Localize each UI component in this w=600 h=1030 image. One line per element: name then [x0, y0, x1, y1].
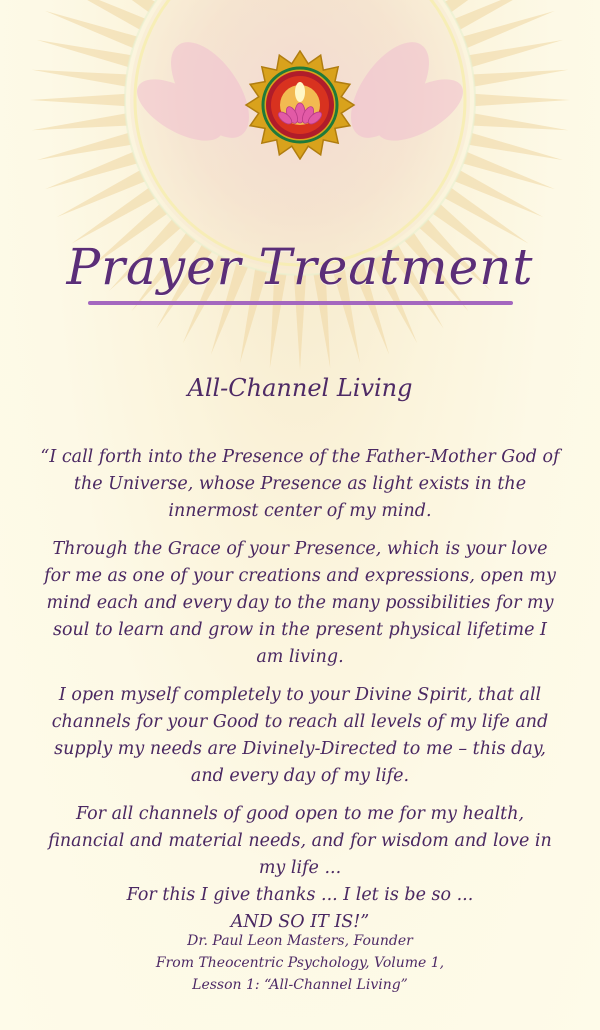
sunburst-ray [71, 188, 155, 244]
sunburst-ray [37, 133, 131, 160]
sunburst-ray [445, 188, 529, 244]
prayer-closing-line: AND SO IT IS!” [230, 912, 370, 932]
attribution-source: From Theocentric Psychology, Volume 1, [155, 955, 445, 971]
lotus-flame-icon [228, 50, 372, 160]
title-underline [88, 301, 513, 305]
prayer-paragraph-1: “I call forth into the Presence of the Father-Mother God of the Universe, whose Presence as light exists in the innermost center of my mind. [40, 447, 560, 521]
sunburst-ray [30, 94, 125, 106]
prayer-paragraph-2: Through the Grace of your Presence, which is your love for me as one of your creations and expressions, open my mind each and every day to the many possibilities for my soul to learn and grow in the present physical lifetime I am living. [44, 539, 556, 667]
sunburst-ray [473, 113, 568, 130]
prayer-body [40, 444, 560, 947]
sunburst-ray [473, 70, 568, 87]
prayer-paragraph-4 [40, 801, 560, 936]
prayer-paragraph-4-text: For all channels of good open to me for my health, financial and material needs, and for wisdom and love in my life ... [48, 804, 552, 878]
sunburst-ray [37, 40, 131, 67]
attribution [0, 930, 600, 996]
sunburst-ray [57, 0, 145, 30]
prayer-subtitle: All-Channel Living [187, 374, 413, 402]
sunburst-ray [455, 0, 543, 30]
attribution-lesson: Lesson 1: “All-Channel Living” [192, 977, 408, 993]
sunburst-ray [469, 40, 563, 67]
sunburst-ray [469, 133, 563, 160]
prayer-paragraph-3: I open myself completely to your Divine Spirit, that all channels for your Good to reach all levels of my life and supply my needs are Divinely-Directed to me – this day, and every day of my life. [51, 685, 549, 786]
sunburst-ray [475, 94, 570, 106]
page-title: Prayer Treatment [66, 238, 534, 296]
prayer-thanks-line: For this I give thanks ... I let is be so ... [126, 885, 474, 905]
sunburst-ray [32, 70, 127, 87]
sunburst-ray [32, 113, 127, 130]
attribution-author: Dr. Paul Leon Masters, Founder [187, 933, 413, 949]
